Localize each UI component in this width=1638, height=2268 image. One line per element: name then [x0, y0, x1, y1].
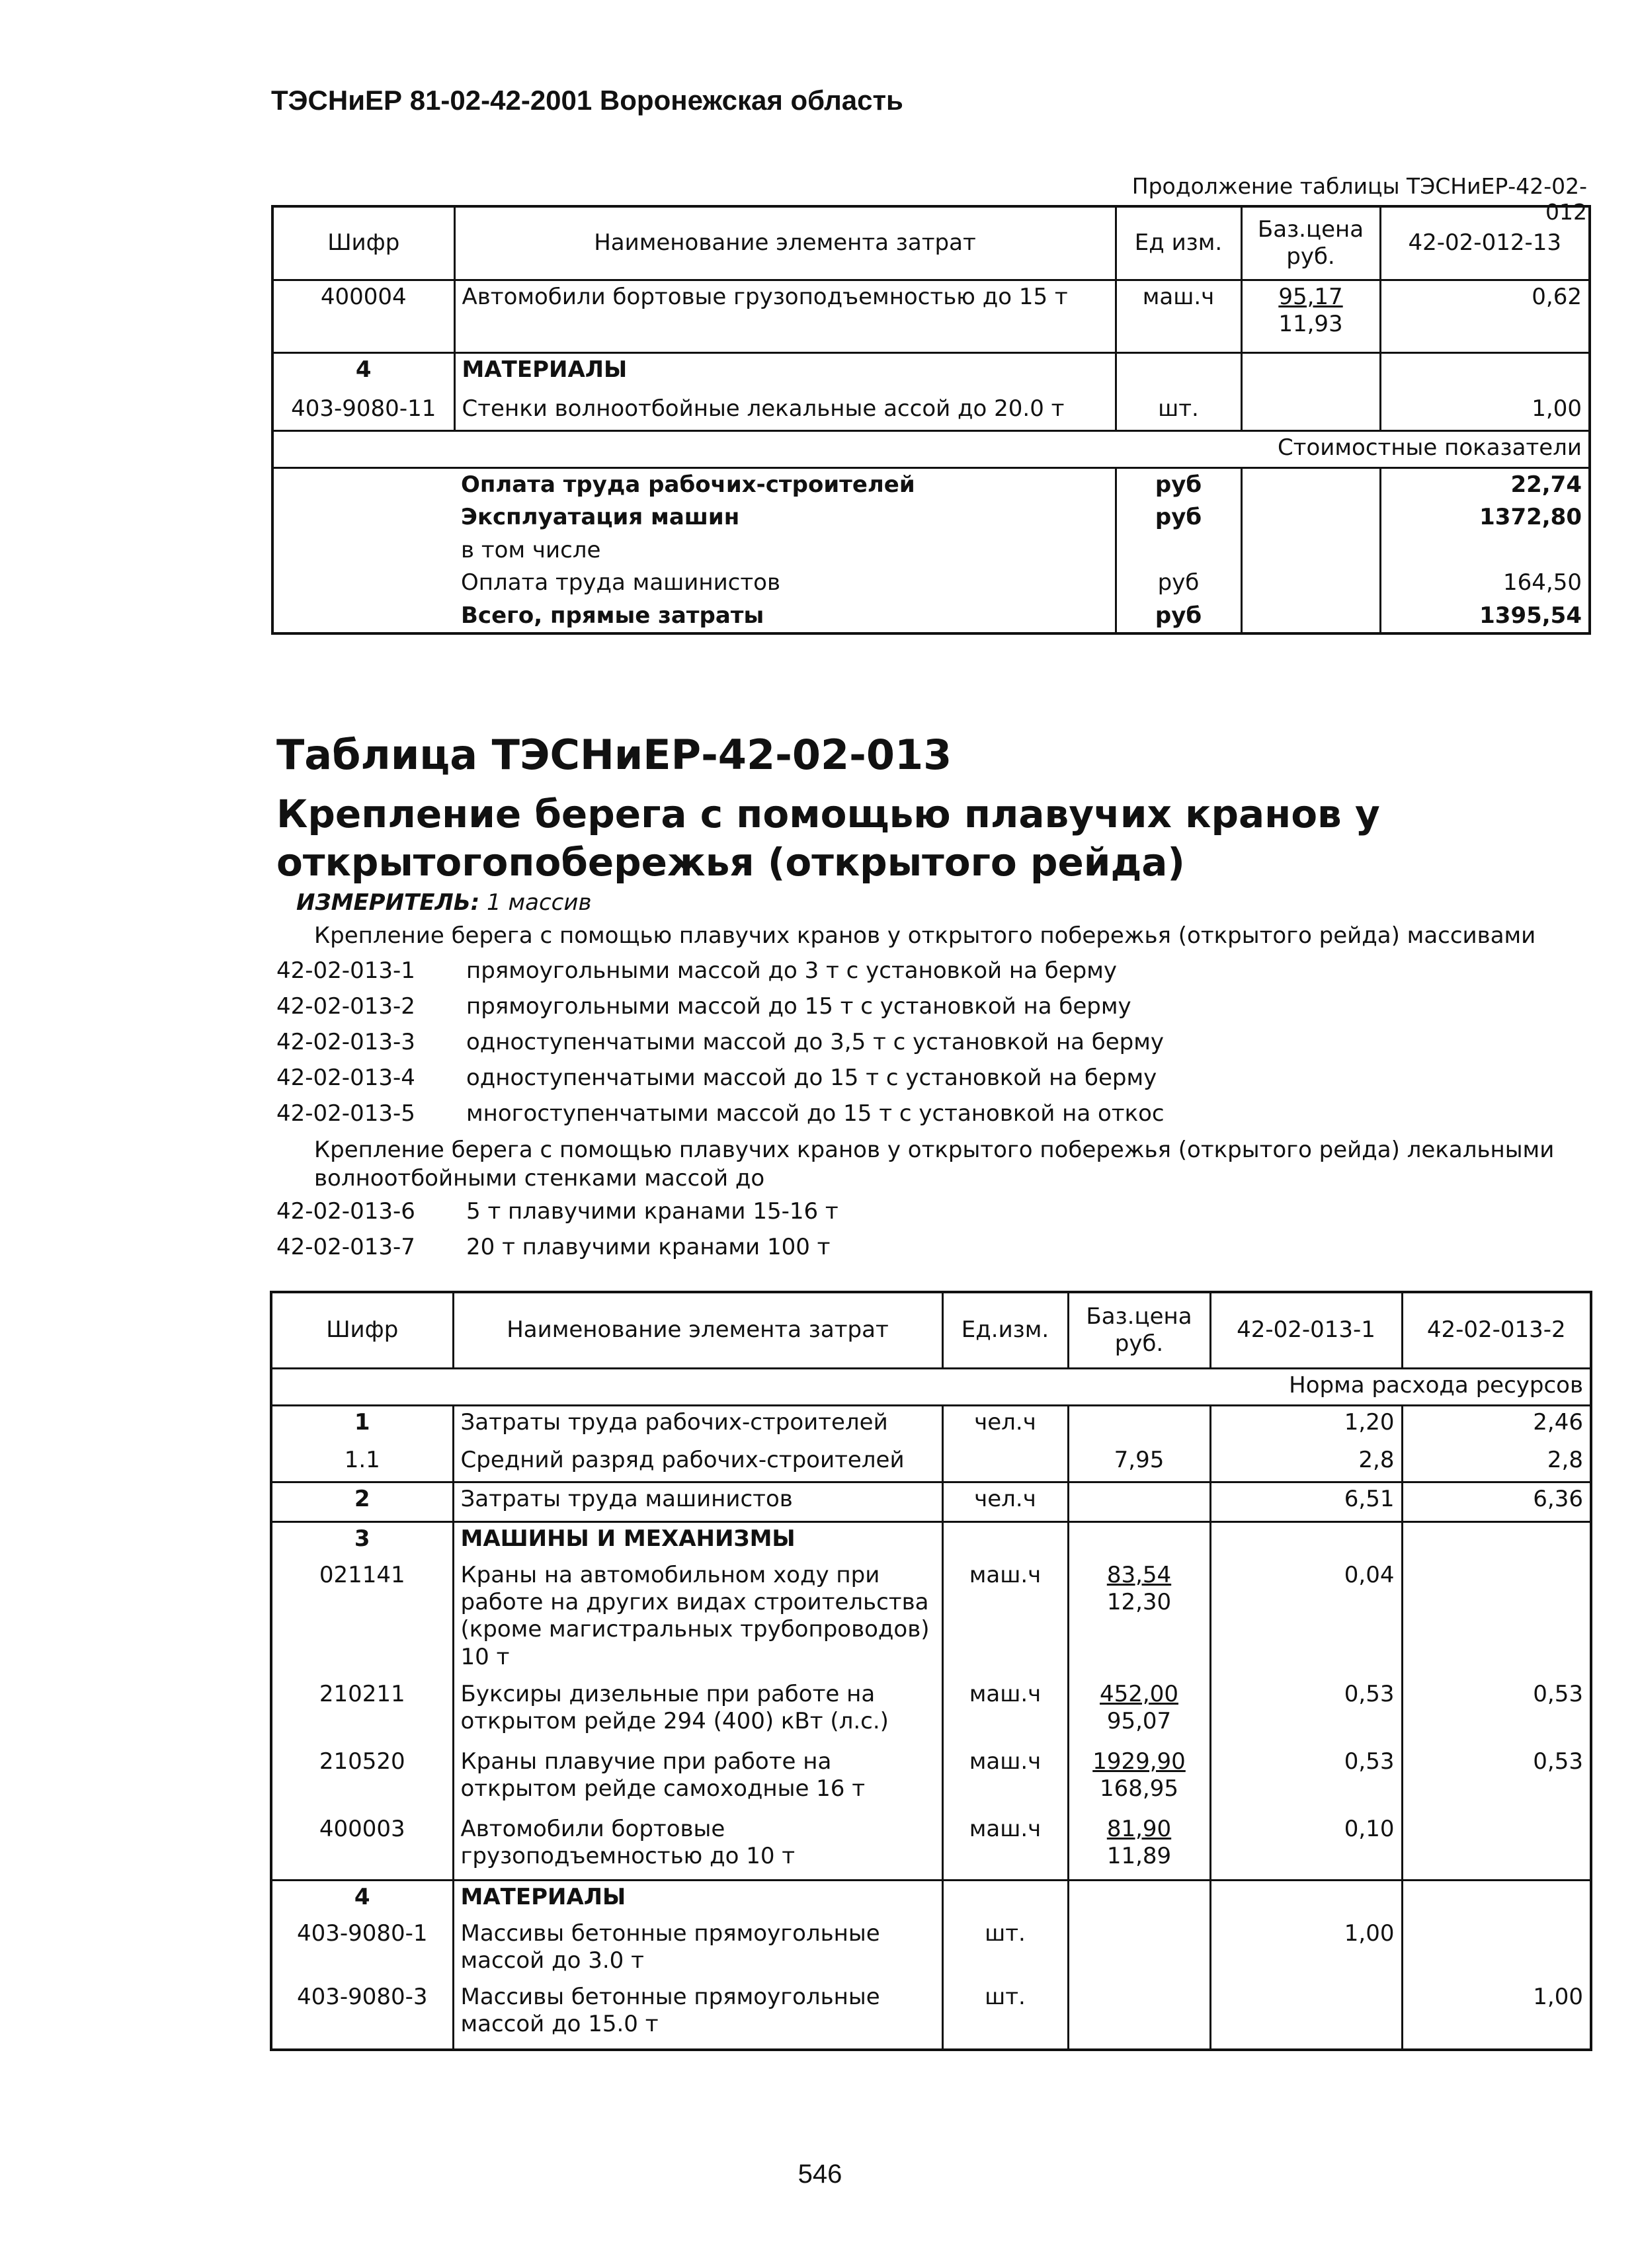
row-name: Затраты труда рабочих-строителей [453, 1406, 942, 1444]
row-price [1068, 1678, 1210, 1746]
row-code: 400003 [319, 1815, 405, 1842]
cost-name: Оплата труда машинистов [461, 569, 781, 596]
row-unit [942, 1444, 1068, 1482]
row-value: 0,62 [1380, 280, 1590, 353]
price-top: 452,00 [1100, 1680, 1178, 1707]
row-value-1: 0,10 [1210, 1813, 1402, 1881]
cost-value: 1372,80 [1380, 501, 1590, 534]
row-name: Затраты труда машинистов [453, 1482, 942, 1522]
row-code: 1.1 [344, 1446, 380, 1473]
row-name: Автомобили бортовые грузоподъемностью до 15 т [454, 280, 1116, 353]
cost-row [272, 501, 1590, 534]
row-value-1: 1,20 [1210, 1406, 1402, 1444]
row-code: 210211 [319, 1680, 405, 1707]
row-value-2 [1402, 1881, 1591, 1918]
row-unit: маш.ч [942, 1813, 1068, 1881]
meter-label: ИЗМЕРИТЕЛЬ: [296, 889, 480, 916]
row-unit: маш.ч [1116, 280, 1241, 353]
row-code: 403-9080-1 [296, 1920, 428, 1947]
row-unit [942, 1881, 1068, 1918]
table-row [271, 1444, 1591, 1482]
list-item [276, 1065, 1157, 1091]
row-code: 2 [271, 1482, 453, 1522]
row-value-2: 2,46 [1402, 1406, 1591, 1444]
header-name: Наименование элемента затрат [454, 206, 1116, 280]
row-value-2: 0,53 [1402, 1678, 1591, 1746]
row-name: Стенки волноотбойные лекальные ассой до 20.0 т [454, 393, 1116, 431]
header-unit: Ед.изм. [942, 1292, 1068, 1369]
price-bottom: 95,07 [1106, 1707, 1172, 1734]
header-unit: Ед изм. [1116, 206, 1241, 280]
row-unit: маш.ч [942, 1746, 1068, 1813]
row-code: 021141 [319, 1561, 405, 1588]
cost-name: Оплата труда рабочих-строителей [461, 471, 915, 498]
table-continuation-note: Продолжение таблицы ТЭСНиЕР-42-02-012 [1131, 173, 1587, 225]
row-value-2 [1402, 1522, 1591, 1559]
row-price [1068, 1813, 1210, 1881]
list-item [276, 957, 1117, 984]
row-unit: маш.ч [942, 1559, 1068, 1678]
item-code: 42-02-013-2 [276, 993, 415, 1020]
row-price [1068, 1406, 1210, 1444]
item-code: 42-02-013-4 [276, 1065, 415, 1091]
running-head: ТЭСНиЕР 81-02-42-2001 Воронежская область [271, 85, 903, 116]
cost-row [272, 567, 1590, 599]
header-col-42-02-013-1: 42-02-013-1 [1210, 1292, 1402, 1369]
row-price [1068, 1981, 1210, 2050]
row-unit: чел.ч [942, 1406, 1068, 1444]
section-row [271, 1881, 1591, 1918]
table-row [271, 1746, 1591, 1813]
row-name: Массивы бетонные прямоугольные массой до 15.0 т [453, 1981, 942, 2050]
row-unit [942, 1522, 1068, 1559]
row-value-1 [1210, 1881, 1402, 1918]
row-price [1068, 1918, 1210, 1981]
cost-caption: Стоимостные показатели [272, 431, 1590, 468]
section-code: 4 [271, 1881, 453, 1918]
header-col-42-02-013-2: 42-02-013-2 [1402, 1292, 1591, 1369]
row-value-1: 0,53 [1210, 1678, 1402, 1746]
table-row [271, 1813, 1591, 1881]
table-header-row [272, 206, 1590, 280]
norm-caption-row [271, 1369, 1591, 1406]
row-name: Краны на автомобильном ходу при работе на других видах строительства (кроме магистральных трубопроводов) 10 т [453, 1559, 942, 1678]
cost-unit: руб [1116, 600, 1241, 633]
row-value-2: 1,00 [1402, 1981, 1591, 2050]
table-row [271, 1406, 1591, 1444]
section-code: 3 [271, 1522, 453, 1559]
item-code: 42-02-013-1 [276, 957, 415, 984]
header-code: Шифр [272, 206, 454, 280]
row-code: 1 [354, 1409, 370, 1436]
row-price [1241, 280, 1380, 353]
table-title: Таблица ТЭСНиЕР-42-02-013 [276, 731, 952, 779]
list-item [276, 1100, 1165, 1127]
cost-unit: руб [1116, 567, 1241, 599]
table-row [272, 280, 1590, 353]
row-unit: маш.ч [942, 1678, 1068, 1746]
header-price: Баз.цена руб. [1241, 206, 1380, 280]
page-number: 546 [798, 2160, 842, 2189]
header-name: Наименование элемента затрат [453, 1292, 942, 1369]
row-code: 400004 [320, 284, 407, 310]
price-bottom: 7,95 [1114, 1446, 1165, 1473]
meter-line [296, 889, 591, 916]
cost-value: 164,50 [1380, 567, 1590, 599]
table-row [272, 393, 1590, 431]
row-value-1 [1210, 1522, 1402, 1559]
row-value-1: 0,53 [1210, 1746, 1402, 1813]
list-item [276, 1234, 830, 1260]
item-code: 42-02-013-7 [276, 1234, 415, 1260]
cost-caption-row [272, 431, 1590, 468]
table-row [271, 1678, 1591, 1746]
price-bottom: 11,89 [1106, 1842, 1172, 1869]
cost-name: Всего, прямые затраты [461, 602, 764, 629]
row-value-1: 1,00 [1210, 1918, 1402, 1981]
intro-text-2: Крепление берега с помощью плавучих кранов у открытого побережья (открытого рейда) лекальными волноотбойными стенками массой до [314, 1137, 1555, 1192]
row-value: 1,00 [1380, 393, 1590, 431]
table-subtitle: Крепление берега с помощью плавучих кранов у открытогопобережья (открытого рейда) [276, 791, 1380, 885]
row-value-1: 0,04 [1210, 1559, 1402, 1678]
cost-unit [1116, 534, 1241, 567]
item-text: 5 т плавучими кранами 15-16 т [466, 1198, 839, 1225]
cost-table-42-02-013 [270, 1291, 1592, 2051]
cost-value: 22,74 [1380, 468, 1590, 502]
header-code: Шифр [271, 1292, 453, 1369]
list-item [276, 993, 1131, 1020]
row-unit: шт. [942, 1918, 1068, 1981]
price-bottom: 12,30 [1106, 1588, 1172, 1615]
cost-unit: руб [1116, 468, 1241, 502]
row-value-1: 2,8 [1210, 1444, 1402, 1482]
intro-text-1: Крепление берега с помощью плавучих кранов у открытого побережья (открытого рейда) массивами [314, 922, 1536, 949]
section-name: МАШИНЫ И МЕХАНИЗМЫ [453, 1522, 942, 1559]
item-text: 20 т плавучими кранами 100 т [466, 1234, 831, 1260]
norm-caption: Норма расхода ресурсов [271, 1369, 1591, 1406]
table-row [271, 1918, 1591, 1981]
cost-table-42-02-012 [271, 205, 1591, 635]
header-price: Баз.цена руб. [1068, 1292, 1210, 1369]
cost-value [1380, 534, 1590, 567]
row-value-2 [1402, 1559, 1591, 1678]
row-name: Буксиры дизельные при работе на открытом рейде 294 (400) кВт (л.с.) [453, 1678, 942, 1746]
row-value-2 [1402, 1813, 1591, 1881]
row-code: 403-9080-3 [296, 1983, 428, 2010]
cost-unit: руб [1116, 501, 1241, 534]
row-value-2: 6,36 [1402, 1482, 1591, 1522]
item-text: одноступенчатыми массой до 3,5 т с установкой на берму [466, 1029, 1165, 1055]
section-row [272, 353, 1590, 393]
row-price [1068, 1522, 1210, 1559]
cost-name: в том числе [461, 536, 601, 563]
table-row [271, 1981, 1591, 2050]
item-code: 42-02-013-3 [276, 1029, 415, 1055]
list-item [276, 1198, 839, 1225]
header-col-42-02-012-13: 42-02-012-13 [1380, 206, 1590, 280]
row-unit: шт. [942, 1981, 1068, 2050]
section-name: МАТЕРИАЛЫ [453, 1881, 942, 1918]
item-code: 42-02-013-5 [276, 1100, 415, 1127]
cost-row [272, 468, 1590, 502]
row-unit: шт. [1116, 393, 1241, 431]
cost-row [272, 600, 1590, 633]
row-price [1068, 1482, 1210, 1522]
row-price [1068, 1881, 1210, 1918]
row-code: 403-9080-11 [291, 395, 436, 422]
row-name: Массивы бетонные прямоугольные массой до 3.0 т [453, 1918, 942, 1981]
row-name: Автомобили бортовые грузоподъемностью до 10 т [453, 1813, 942, 1881]
row-name: Средний разряд рабочих-строителей [453, 1444, 942, 1482]
item-code: 42-02-013-6 [276, 1198, 415, 1225]
item-text: одноступенчатыми массой до 15 т с установкой на берму [466, 1065, 1157, 1091]
list-item [276, 1029, 1164, 1055]
cost-value: 1395,54 [1380, 600, 1590, 633]
section-code: 4 [272, 353, 454, 393]
row-value-1 [1210, 1981, 1402, 2050]
item-text: многоступенчатыми массой до 15 т с установкой на откос [466, 1100, 1165, 1127]
item-text: прямоугольными массой до 3 т с установкой на берму [466, 957, 1118, 984]
section-row [271, 1522, 1591, 1559]
row-code: 210520 [319, 1748, 405, 1775]
cost-row [272, 534, 1590, 567]
item-text: прямоугольными массой до 15 т с установкой на берму [466, 993, 1131, 1020]
price-top: 95,17 [1278, 284, 1343, 310]
price-top: 81,90 [1106, 1815, 1172, 1842]
cost-name: Эксплуатация машин [461, 504, 740, 531]
price-bottom: 168,95 [1100, 1775, 1178, 1802]
price-top: 1929,90 [1092, 1748, 1186, 1775]
price-top: 83,54 [1106, 1561, 1172, 1588]
meter-value: 1 массив [487, 889, 592, 916]
section-name: МАТЕРИАЛЫ [454, 353, 1116, 393]
row-name: Краны плавучие при работе на открытом рейде самоходные 16 т [453, 1746, 942, 1813]
row-price [1068, 1444, 1210, 1482]
price-bottom: 11,93 [1278, 311, 1343, 338]
row-value-2: 0,53 [1402, 1746, 1591, 1813]
row-price [1068, 1746, 1210, 1813]
table-header-row [271, 1292, 1591, 1369]
table-row [271, 1559, 1591, 1678]
row-value-1: 6,51 [1210, 1482, 1402, 1522]
row-value-2 [1402, 1918, 1591, 1981]
row-value-2: 2,8 [1402, 1444, 1591, 1482]
table-row [271, 1482, 1591, 1522]
row-unit: чел.ч [942, 1482, 1068, 1522]
row-price [1068, 1559, 1210, 1678]
